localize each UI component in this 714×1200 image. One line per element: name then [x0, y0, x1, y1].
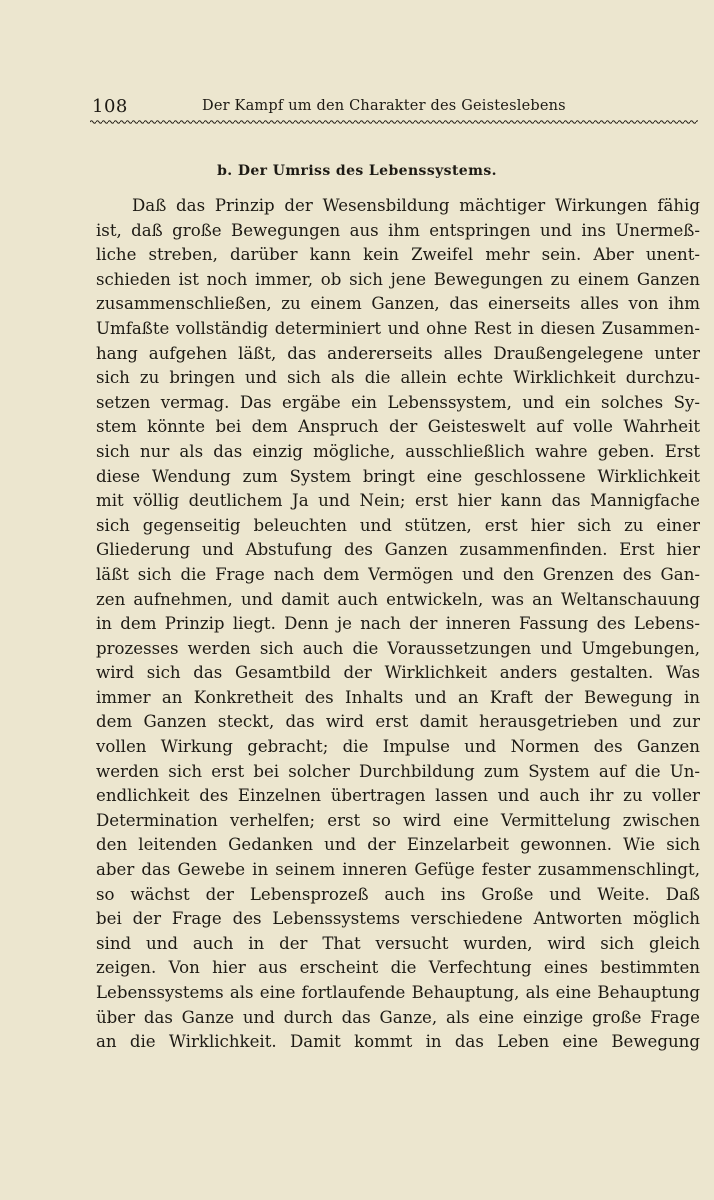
text-line: zeigen. Von hier aus erscheint die Verfechtung eines bestimmten — [96, 958, 700, 978]
text-line: prozesses werden sich auch die Voraussetzungen und Umgebungen, — [96, 638, 700, 658]
page-number: 108 — [92, 96, 128, 117]
text-line: Determination verhelfen; erst so wird eine Vermittelung zwischen — [96, 810, 700, 830]
text-line: an die Wirklichkeit. Damit kommt in das Leben eine Bewegung — [96, 1032, 700, 1052]
text-line: läßt sich die Frage nach dem Vermögen und den Grenzen des Gan- — [96, 564, 700, 584]
text-line: aber das Gewebe in seinem inneren Gefüge fester zusammenschlingt, — [96, 860, 700, 880]
text-line: in dem Prinzip liegt. Denn je nach der inneren Fassung des Lebens- — [96, 614, 700, 634]
text-line: Daß das Prinzip der Wesensbildung mächtiger Wirkungen fähig — [132, 196, 700, 215]
text-line: werden sich erst bei solcher Durchbildung zum System auf die Un- — [96, 761, 700, 781]
text-line: liche streben, darüber kann kein Zweifel mehr sein. Aber unent- — [96, 245, 700, 265]
text-line: den leitenden Gedanken und der Einzelarbeit gewonnen. Wie sich — [96, 835, 700, 855]
text-line: dem Ganzen steckt, das wird erst damit herausgetrieben und zur — [96, 712, 700, 732]
text-line: ist, daß große Bewegungen aus ihm entspringen und ins Unermeß- — [96, 220, 700, 240]
text-line: Gliederung und Abstufung des Ganzen zusammenfinden. Erst hier — [96, 540, 700, 560]
body-paragraph — [96, 194, 700, 1055]
text-line: immer an Konkretheit des Inhalts und an Kraft der Bewegung in — [96, 687, 700, 707]
text-line: Umfaßte vollständig determiniert und ohne Rest in diesen Zusammen- — [96, 318, 700, 338]
text-line: über das Ganze und durch das Ganze, als eine einzige große Frage — [96, 1007, 700, 1027]
text-line: bei der Frage des Lebenssystems verschiedene Antworten möglich — [96, 909, 700, 929]
running-title: Der Kampf um den Charakter des Geisteslebens — [202, 98, 566, 114]
text-line: sind und auch in der That versucht wurden, wird sich gleich — [96, 933, 700, 953]
text-line: mit völlig deutlichem Ja und Nein; erst hier kann das Mannigfache — [96, 491, 700, 511]
text-line: sich nur als das einzig mögliche, ausschließlich wahre geben. Erst — [96, 441, 700, 461]
text-line: so wächst der Lebensprozeß auch ins Große und Weite. Daß — [96, 884, 700, 904]
text-line: zen aufnehmen, und damit auch entwickeln, was an Weltanschauung — [96, 589, 700, 609]
text-line: wird sich das Gesamtbild der Wirklichkeit anders gestalten. Was — [96, 663, 700, 683]
text-line: stem könnte bei dem Anspruch der Geisteswelt auf volle Wahrheit — [96, 417, 700, 437]
text-line: Lebenssystems als eine fortlaufende Behauptung, als eine Behauptung — [96, 983, 700, 1002]
text-line: setzen vermag. Das ergäbe ein Lebenssystem, und ein solches Sy- — [96, 392, 700, 412]
text-line: vollen Wirkung gebracht; die Impulse und Normen des Ganzen — [96, 737, 700, 757]
text-line: sich gegenseitig beleuchten und stützen, erst hier sich zu einer — [96, 515, 700, 535]
wavy-header-rule — [90, 119, 698, 125]
text-line: hang aufgehen läßt, das andererseits alles Draußengelegene unter — [96, 343, 700, 363]
text-line: schieden ist noch immer, ob sich jene Bewegungen zu einem Ganzen — [96, 269, 700, 289]
text-line: endlichkeit des Einzelnen übertragen lassen und auch ihr zu voller — [96, 786, 700, 806]
text-line: zusammenschließen, zu einem Ganzen, das einerseits alles von ihm — [96, 294, 700, 314]
text-line: sich zu bringen und sich als die allein echte Wirklichkeit durchzu- — [96, 368, 700, 388]
page-header — [92, 96, 698, 118]
section-heading: b. Der Umriss des Lebenssystems. — [217, 163, 497, 179]
text-line: diese Wendung zum System bringt eine geschlossene Wirklichkeit — [96, 466, 700, 486]
